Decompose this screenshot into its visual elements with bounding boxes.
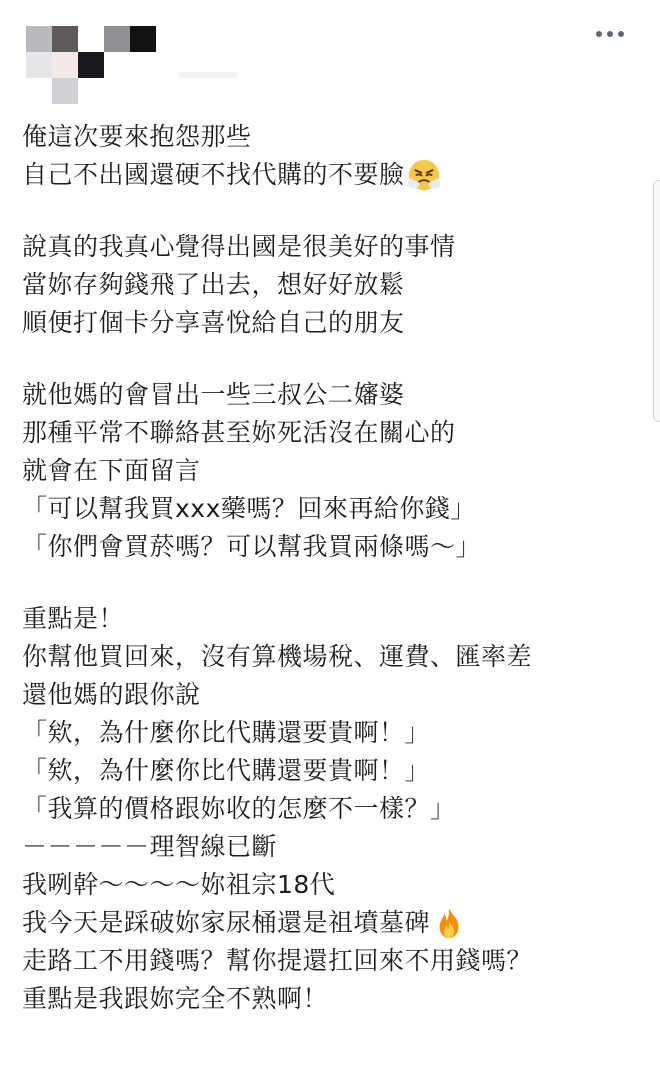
post-line-text: 重點是我跟妳完全不熟啊！: [22, 984, 329, 1013]
post-line: [22, 752, 642, 790]
post-line-text: 當妳存夠錢飛了出去，想好好放鬆: [22, 270, 405, 299]
post-line-text: 還他媽的跟你說: [22, 680, 201, 709]
post-line-text: 俺這次要來抱怨那些: [22, 122, 252, 151]
post-line: [22, 228, 642, 266]
menu-dot: [618, 31, 624, 37]
post-line-text: 「欸，為什麼你比代購還要貴啊！」: [22, 756, 431, 785]
post-line-text: 就會在下面留言: [22, 456, 201, 485]
post-line-blank: [22, 566, 642, 600]
avatar-pixel: [78, 26, 104, 52]
post-line-text: 我今天是踩破妳家尿桶還是祖墳墓碑: [22, 908, 431, 937]
author-name-blurred: [178, 72, 238, 78]
post-line-text: －－－－－理智線已斷: [22, 832, 278, 861]
post-line-text: 說真的我真心覺得出國是很美好的事情: [22, 232, 456, 261]
avatar-pixel: [78, 52, 104, 78]
post-line-text: 我咧幹～～～～妳祖宗18代: [22, 870, 336, 899]
avatar-pixel: [52, 78, 78, 104]
post-line-text: 「我算的價格跟妳收的怎麼不一樣？」: [22, 794, 456, 823]
avatar-pixel: [104, 26, 130, 52]
avatar-pixel: [52, 26, 78, 52]
post-line-blank: [22, 342, 642, 376]
post-line: [22, 414, 642, 452]
angry-steam-face-icon: [407, 158, 441, 192]
post-line: [22, 942, 642, 980]
post-line-text: 走路工不用錢嗎？幫你提還扛回來不用錢嗎？: [22, 946, 533, 975]
menu-dot: [607, 31, 613, 37]
post-line: [22, 528, 642, 566]
post-line: [22, 600, 642, 638]
post-text: [22, 118, 642, 1018]
fire-icon: [432, 906, 466, 940]
post-line: [22, 676, 642, 714]
post-line: [22, 266, 642, 304]
post-line-text: 你幫他買回來，沒有算機場稅、運費、匯率差: [22, 642, 533, 671]
post-line-text: 「欸，為什麼你比代購還要貴啊！」: [22, 718, 431, 747]
more-horizontal-icon[interactable]: [590, 22, 630, 46]
post-line-blank: [22, 194, 642, 228]
post-line-text: 「可以幫我買xxx藥嗎？回來再給你錢」: [22, 494, 476, 523]
scroll-indicator[interactable]: [653, 180, 660, 422]
post-line: [22, 980, 642, 1018]
post-line: [22, 452, 642, 490]
post-line: [22, 638, 642, 676]
avatar-pixel: [52, 52, 78, 78]
post-line: [22, 118, 642, 156]
avatar-pixel: [104, 52, 130, 78]
post-line: [22, 304, 642, 342]
post-line-text: 順便打個卡分享喜悅給自己的朋友: [22, 308, 405, 337]
menu-dot: [596, 31, 602, 37]
post-line: [22, 156, 642, 194]
post-line-text: 自己不出國還硬不找代購的不要臉: [22, 160, 405, 189]
post-line-text: 那種平常不聯絡甚至妳死活沒在關心的: [22, 418, 456, 447]
avatar-pixel: [130, 26, 156, 52]
post-line: [22, 490, 642, 528]
post-line-text: 就他媽的會冒出一些三叔公二嬸婆: [22, 380, 405, 409]
post-line: [22, 790, 642, 828]
post-line: [22, 714, 642, 752]
post-line-text: 「你們會買菸嗎？可以幫我買兩條嗎～」: [22, 532, 482, 561]
post-line-text: 重點是！: [22, 604, 125, 633]
post-line: [22, 904, 642, 942]
post-line: [22, 828, 642, 866]
avatar-pixel: [26, 26, 52, 52]
avatar-pixel: [26, 52, 52, 78]
post-line: [22, 376, 642, 414]
pixelated-avatar-icon[interactable]: [26, 26, 158, 104]
post-line: [22, 866, 642, 904]
